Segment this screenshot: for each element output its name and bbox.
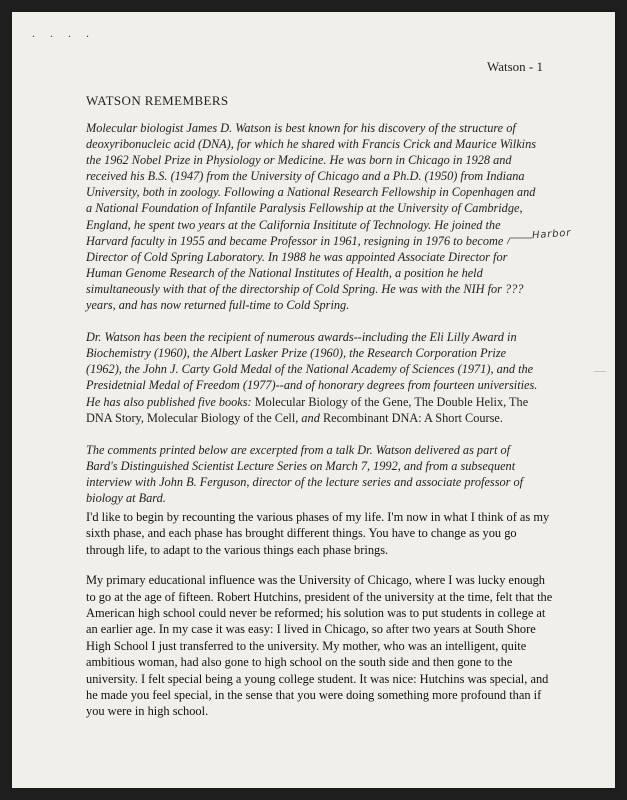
body-section: [86, 509, 556, 734]
page-number: Watson - 1: [487, 59, 543, 74]
book-titles: Molecular Biology of the Gene, The Double Helix, The DNA Story, Molecular Biology of the Cell,: [86, 394, 529, 425]
book-title-last: Recombinant DNA: A Short Course.: [322, 410, 503, 425]
handwritten-arrow-icon: [506, 234, 534, 248]
awards-paragraph: [86, 329, 542, 426]
margin-mark: [594, 371, 606, 372]
handwritten-note: Harbor: [531, 227, 572, 242]
and-word: and: [301, 410, 320, 425]
bio-paragraph: Molecular biologist James D. Watson is best known for his discovery of the structure of deoxyribonucleic acid (DNA), for which he shared with Francis Crick and Maurice Wilkins the 1962 Nobel Prize in Physiology or Medicine. He was born in Chicago in 1928 and received his B.S. (1947) from the University of Chicago and a Ph.D. (1950) from Indiana University, both in zoology. Following a National Research Fellowship in Copenhagen and a National Foundation of Infantile Paralysis Fellowship at the University of Cambridge, England, he spent two years at the California Insititute of Technology. He joined the Harvard faculty in 1955 and became Professor in 1961, resigning in 1976 to become Director of Cold Spring Laboratory. In 1988 he was appointed Associate Director for Human Genome Research of the National Institutes of Health, a position he held simultaneously with that of the directorship of Cold Spring. He was with the NIH for ??? years, and has now returned full-time to Cold Spring.: [86, 121, 537, 313]
awards-text: Dr. Watson has been the recipient of numerous awards--including the Eli Lilly Award in Biochemistry (1960), the Albert Lasker Prize (1960), the Research Corporation Prize (1962), the John J. Carty Gold Medal of the National Academy of Sciences (1971), and the Presidetnial Medal of Freedom (1977)--and of honorary degrees from fourteen universities. He has also published five books:: [86, 330, 538, 409]
document-title: WATSON REMEMBERS: [86, 93, 229, 108]
intro-section: [86, 120, 542, 522]
comments-paragraph: The comments printed below are excerpted from a talk Dr. Watson delivered as part of Bard's Distinguished Scientist Lecture Series on March 7, 1992, and from a subsequent interview with John B. Ferguson, director of the lecture series and associate professor of biology at Bard.: [86, 442, 524, 505]
corner-marks: . . . .: [32, 26, 95, 40]
body-paragraph-2: My primary educational influence was the University of Chicago, where I was lucky enough to go at the age of fifteen. Robert Hutchins, president of the university at the time, felt that the American high school could never be reformed; his solution was to put students in college at an earlier age. In my case it was easy: I lived in Chicago, so after two years at South Shore High School I just transferred to the university. My mother, who was an intelligent, quite ambitious woman, had also gone to high school on the south side and then gone to the university. I felt special being a young college student. It was nice: Hutchins was special, and he made you feel special, in the sense that you were doing something more profound than if you were in high school.: [86, 573, 553, 719]
body-paragraph-1: I'd like to begin by recounting the various phases of my life. I'm now in what I think of as my sixth phase, and each phase has brought different things. You have to change as you go through life, to adapt to the various things each phase brings.: [86, 510, 550, 557]
document-page: [12, 12, 615, 788]
